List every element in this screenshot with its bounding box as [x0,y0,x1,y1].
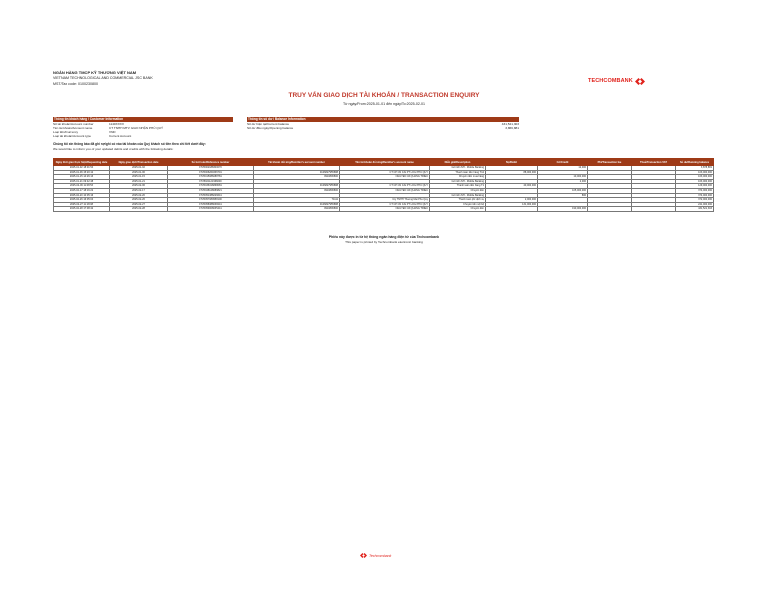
table-cell: FT25036316868081 [168,184,254,189]
transaction-table [53,158,714,212]
balance-info-box [247,117,519,130]
notice-vi: Chúng tôi xin thông báo đã ghi nợ/ghi có vào tài khoản của Quý khách số tiền theo chi tiết dưới đây: [53,142,206,146]
table-cell: Gửi tiền NH - Mobile Banking [430,166,486,171]
table-cell: 2025-01-06 [110,170,168,175]
bank-name: NGÂN HÀNG TMCP KỸ THƯƠNG VIỆT NAM [53,70,137,75]
table-cell: FT25006260336701 [168,170,254,175]
table-cell: 2,000 [538,179,588,184]
table-cell: 2025-02-28 [110,207,168,212]
table-cell: NGUYEN VA QUANG TRIEU [340,188,430,193]
table-cell: FT25002188300070 [168,166,254,171]
table-cell: Chuyển tiền [430,207,486,212]
table-cell: 2025-01-21 09:42:48 [54,179,110,184]
table-cell: 2,000,000 [486,198,538,203]
table-cell: Cty TNHH Thuong Mai Phu Quy [340,198,430,203]
footer-logo [360,553,391,558]
table-cell: 2025-02-17 [110,188,168,193]
table-cell: 0106827955888 [254,202,340,207]
table-cell: Chuyển tiền nội bộ [430,202,486,207]
table-cell: 0910806800 [254,188,340,193]
table-cell: 88,000,000 [486,170,538,175]
table-cell: 2025-01-15 14:26:13 [54,175,110,180]
table-cell: Thanh toán tiền hàng T12 [430,170,486,175]
table-cell: 103,000,000 [676,170,714,175]
table-cell: 71111 [254,198,340,203]
column-header: Thuế/Transaction VAT [632,159,676,166]
table-cell: 0106827955888 [254,170,340,175]
column-header: Có/Credit [538,159,588,166]
info-label: Số tài khoản/Account number [53,122,94,126]
notice-en: We would like to inform you of your updated debits and credits with the following details: [53,147,174,151]
column-header: Số bút toán/Reference number [168,159,254,166]
table-cell: 0910806800 [254,175,340,180]
table-cell: 2025-02-28 17:08:42 [54,207,110,212]
table-cell: Gửi tiền NH - Mobile Banking [430,179,486,184]
table-cell: 2025-01-15 [110,175,168,180]
techcombank-diamond-icon [360,553,367,558]
footer-note-vi: Phiếu này được in từ hệ thống ngân hàng điện tử của Techcombank [328,235,440,239]
table-cell: 0106827955888 [254,184,340,189]
table-cell: 0910806800 [254,207,340,212]
table-cell [632,207,676,212]
column-header: Nợ/Debit [486,159,538,166]
table-cell: Thanh toán phí dịch vụ [430,198,486,203]
table-cell: FT25059008035441 [168,207,254,212]
table-cell: 163,000,000 [676,179,714,184]
column-header: Số dư/Running balance [676,159,714,166]
balance-label: Số dư hiện tại/Current balance [247,122,290,126]
table-cell: 374,000,000 [676,193,714,198]
table-cell: 40,000,000 [486,184,538,189]
table-cell: FT25021121968200 [168,179,254,184]
table-cell: Thanh toán tiền hàng T1 [430,184,486,189]
balance-value: 3,866,881 [505,126,519,131]
column-header: Ngày thời gian thực hiện/Requesting date [54,159,110,166]
footer-logo-text: Techcombank [369,553,392,558]
table-cell: Gửi tiền NH - Mobile Banking [430,193,486,198]
table-cell: 2025-02-26 [110,198,168,203]
balance-label: Số dư đầu ngày/Opening balance [247,126,294,131]
table-cell: 2025-02-06 [110,184,168,189]
table-body [54,166,714,212]
table-cell: 2025-01-02 18:01:54 [54,166,110,171]
info-label: Tên tài khoản/Account name [53,126,93,131]
info-label: Loại tiền/Currency [53,130,79,135]
table-cell: 10,000,000 [538,175,588,180]
column-header: Phí/Transaction fee [588,159,632,166]
customer-info-heading: Thông tin khách hàng / Customer Information [53,117,233,122]
column-header: Tài khoản đối ứng/Remitter's account number [254,159,340,166]
info-value: Current Account [109,134,132,139]
table-cell [486,207,538,212]
table-cell: 241,000,000 [676,202,714,207]
table-header-row [54,159,714,166]
bank-tax-code: MST/Tax code: 0100230800 [53,82,98,86]
table-cell: 2025-02-27 [110,202,168,207]
table-cell: 2025-01-02 [110,166,168,171]
column-header: Ngày giao dịch/Transaction date [110,159,168,166]
table-cell: 372,000,000 [676,198,714,203]
customer-info-box [53,117,233,138]
info-value: CT TNHH MTV GIAO NHẬN PHÚ QUÝ [109,126,164,131]
table-cell: 131,000,000 [486,202,538,207]
table-cell: NGUYEN VA QUANG TRIEU [340,175,430,180]
balance-value: 431,521,303 [501,122,519,126]
table-cell: Chuyển tiền mua hàng [430,175,486,180]
table-cell: FT25051388226641 [168,193,254,198]
table-cell: 431,521,303 [676,207,714,212]
table-cell: 3,878,881 [676,166,714,171]
table-cell: CT CP CN CAI PT LOG PHU QUY [340,170,430,175]
table-cell: 2025-02-27 11:18:08 [54,202,110,207]
table-cell: FT25058388038241 [168,202,254,207]
table-cell: 2025-01-21 [110,179,168,184]
info-value: VND [109,130,116,135]
table-cell: 2025-02-26 16:05:04 [54,198,110,203]
table-cell: 105,000,000 [538,188,588,193]
column-header: Diễn giải/Description [430,159,486,166]
table-cell: CT CP CN CAI PT LOG PHU QUY [340,184,430,189]
column-header: Tên tài khoản đối ứng/Remitter's account name [340,159,430,166]
footer-note-en: This paper is printed by Techcombank electronic banking [345,240,423,244]
table-cell: 374,000,000 [676,188,714,193]
table-cell: FT25048128089821 [168,188,254,193]
date-range: Từ ngày/From:2025-01-01 đến ngày/To:2025-02-01 [342,102,426,106]
info-label: Loại tài khoản/Account type [53,134,92,139]
table-cell: 163,000,000 [676,175,714,180]
table-cell: 12,000 [538,166,588,171]
table-cell: CT CP CN CAI PT LOG PHU QUY [340,202,430,207]
techcombank-logo [588,77,645,85]
page-title: TRUY VẤN GIAO DỊCH TÀI KHOẢN / TRANSACTION ENQUIRY [288,92,480,99]
info-value: 1140XXXX [109,122,124,126]
techcombank-diamond-icon [635,78,645,85]
table-cell: 190,000,000 [538,207,588,212]
table-cell: Chuyển tiền [430,188,486,193]
table-cell: 2025-02-17 18:16:22 [54,188,110,193]
table-row [54,207,714,212]
table-cell: 800 [538,193,588,198]
info-row [53,134,233,138]
table-cell: NGUYEN VA QUANG TRIEU [340,207,430,212]
table-cell: 2025-02-06 11:08:53 [54,184,110,189]
table-cell: 2025-02-20 10:05:16 [54,193,110,198]
table-cell: FT25057080958100 [168,198,254,203]
balance-info-heading: Thông tin số dư / Balance Information [247,117,519,122]
bank-name-en: VIETNAM TECHNOLOGICAL AND COMMERCIAL JSC BANK [53,76,153,80]
table-cell [588,207,632,212]
table-cell: 2025-01-06 15:20:12 [54,170,110,175]
table-cell: 2025-02-20 [110,193,168,198]
table-cell: FT25015086088781 [168,175,254,180]
logo-text: TECHCOMBANK [588,78,633,84]
balance-row [247,126,519,130]
table-cell: 129,000,000 [676,184,714,189]
